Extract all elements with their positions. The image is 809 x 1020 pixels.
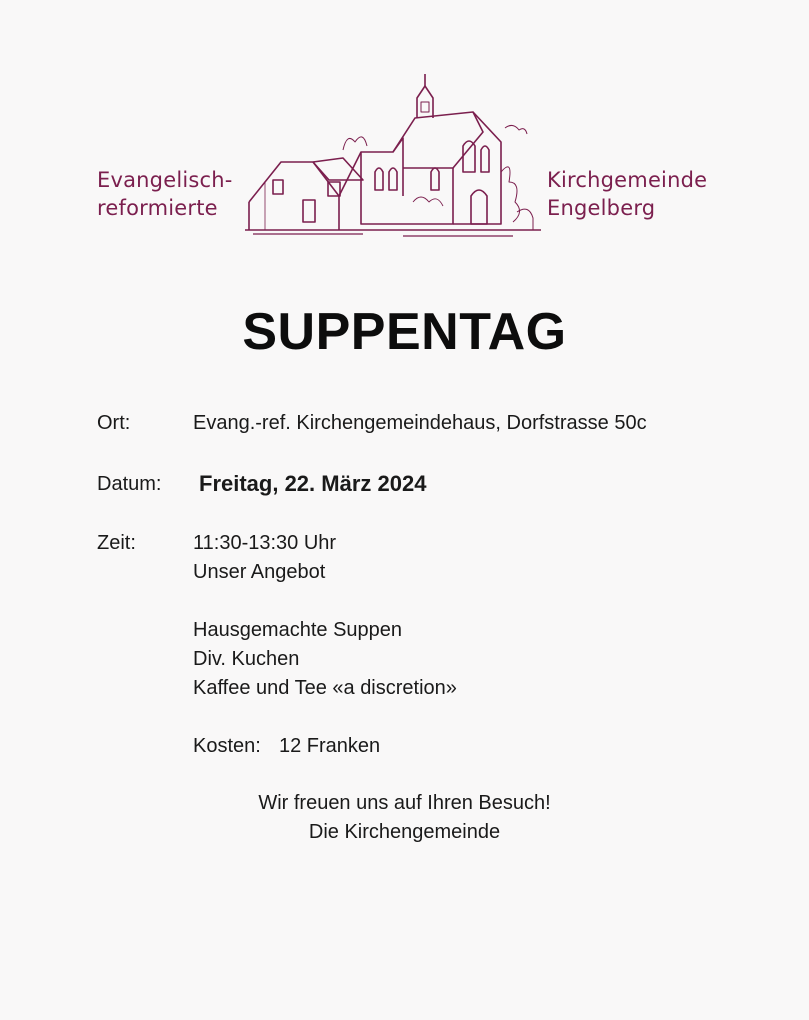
ort-label: Ort: xyxy=(97,412,131,434)
datum-label: Datum: xyxy=(97,473,162,495)
zeit-label: Zeit: xyxy=(97,532,136,554)
datum-value: Freitag, 22. März 2024 xyxy=(199,471,427,496)
header-left-text xyxy=(97,166,233,222)
header-right-text xyxy=(547,166,707,222)
zeit-value: 11:30-13:30 Uhr xyxy=(193,532,337,554)
cost-label: Kosten: xyxy=(193,735,261,757)
header-right-line2: Engelberg xyxy=(547,196,656,220)
offer-heading: Unser Angebot xyxy=(193,561,326,583)
header-right-line1: Kirchgemeinde xyxy=(547,168,708,192)
closing-line2: Die Kirchengemeinde xyxy=(308,821,501,843)
closing-line1: Wir freuen uns auf Ihren Besuch! xyxy=(258,792,551,814)
header-left-line1: Evangelisch- xyxy=(97,168,233,192)
cost-value: 12 Franken xyxy=(279,735,381,757)
church-drawing-icon xyxy=(243,72,543,238)
offer-item: Kaffee und Tee «a discretion» xyxy=(193,677,457,699)
page-title: SUPPENTAG xyxy=(242,303,567,361)
offer-item: Div. Kuchen xyxy=(193,648,300,670)
ort-value: Evang.-ref. Kirchengemeindehaus, Dorfstrasse 50c xyxy=(193,412,647,434)
header-left-line2: reformierte xyxy=(97,196,218,220)
offer-item: Hausgemachte Suppen xyxy=(193,619,403,641)
